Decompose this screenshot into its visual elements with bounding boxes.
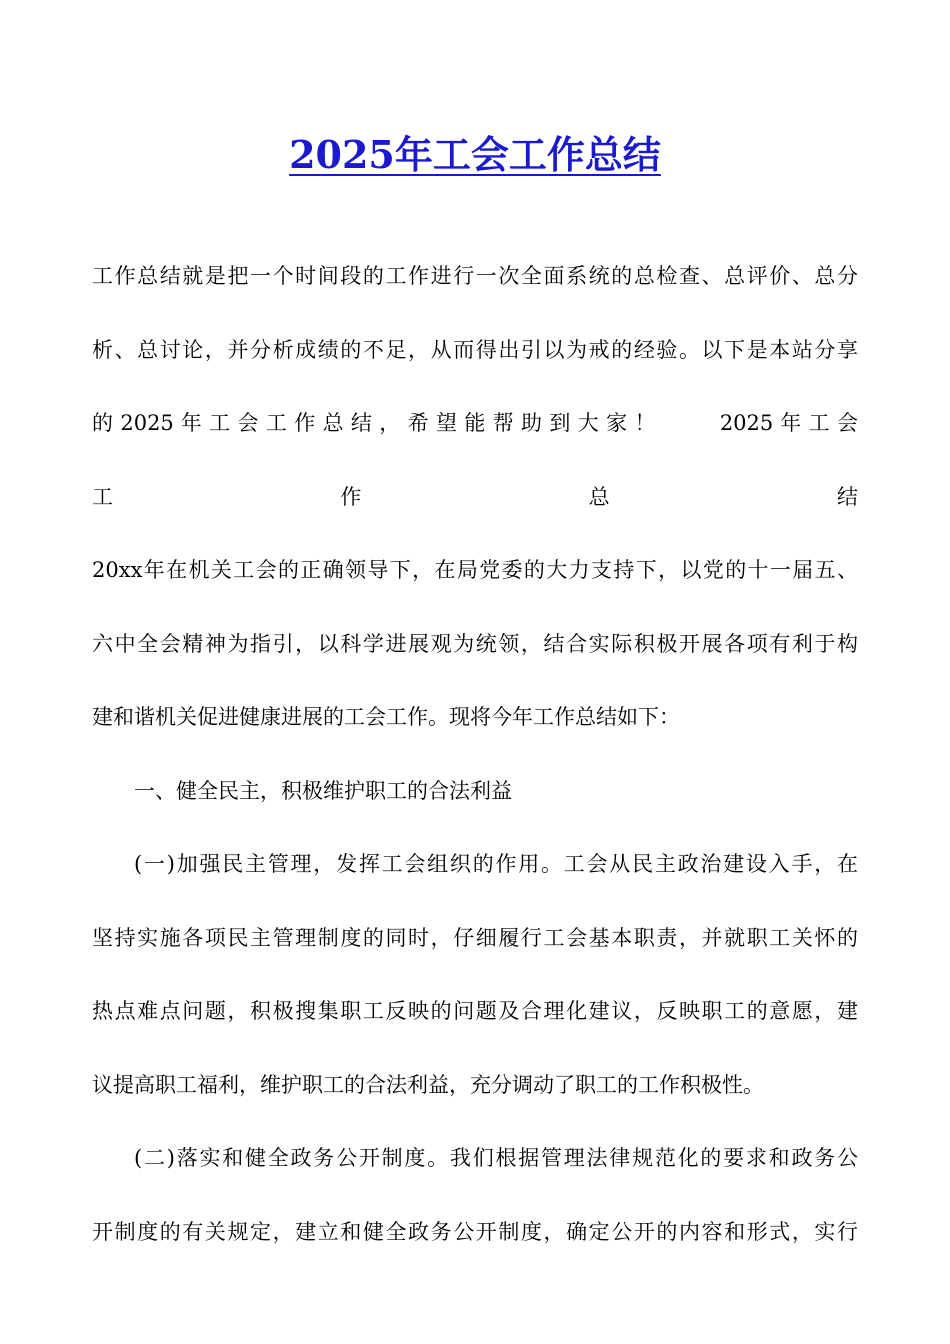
paragraph-2 [92,1122,858,1269]
paragraph-1 [92,828,858,1122]
document-body [92,240,858,1269]
paragraph-1-line-2: 坚持实施各项民主管理制度的同时，仔细履行工会基本职责，并就职工关怀的 [92,925,858,950]
intro-line-4: 20xx年在机关工会的正确领导下，在局党委的大力支持下，以党的十一届五、 [92,558,858,582]
intro-line-6: 建和谐机关促进健康进展的工会工作。现将今年工作总结如下： [92,705,680,729]
paragraph-1-line-1: (一)加强民主管理，发挥工会组织的作用。工会从民主政治建设入手，在 [134,852,858,876]
intro-line-5: 六中全会精神为指引，以科学进展观为统领，结合实际积极开展各项有利于构 [92,631,858,656]
paragraph-2-line-1: (二)落实和健全政务公开制度。我们根据管理法律规范化的要求和政务公 [134,1146,858,1170]
paragraph-1-line-3: 热点难点问题，积极搜集职工反映的问题及合理化建议，反映职工的意愿，建 [92,999,858,1023]
paragraph-1-line-4: 议提高职工福利，维护职工的合法利益，充分调动了职工的工作积极性。 [92,1072,764,1097]
document-title: 2025年工会工作总结 [289,132,661,177]
intro-line-3: 的 2025 年 工 会 工 作 总 结 ， 希 望 能 帮 助 到 大 家 ！ 2025 年 工 会 工 作 总 结 [92,411,858,509]
paragraph-2-line-2: 开制度的有关规定，建立和健全政务公开制度，确定公开的内容和形式，实行 [92,1219,858,1244]
intro-line-1: 工作总结就是把一个时间段的工作进行一次全面系统的总检查、总评价、总分 [92,264,858,288]
section-1-heading: 一、健全民主，积极维护职工的合法利益 [134,778,512,803]
intro-paragraph [92,240,858,755]
intro-line-2: 析、总讨论，并分析成绩的不足，从而得出引以为戒的经验。以下是本站分享 [92,337,858,362]
